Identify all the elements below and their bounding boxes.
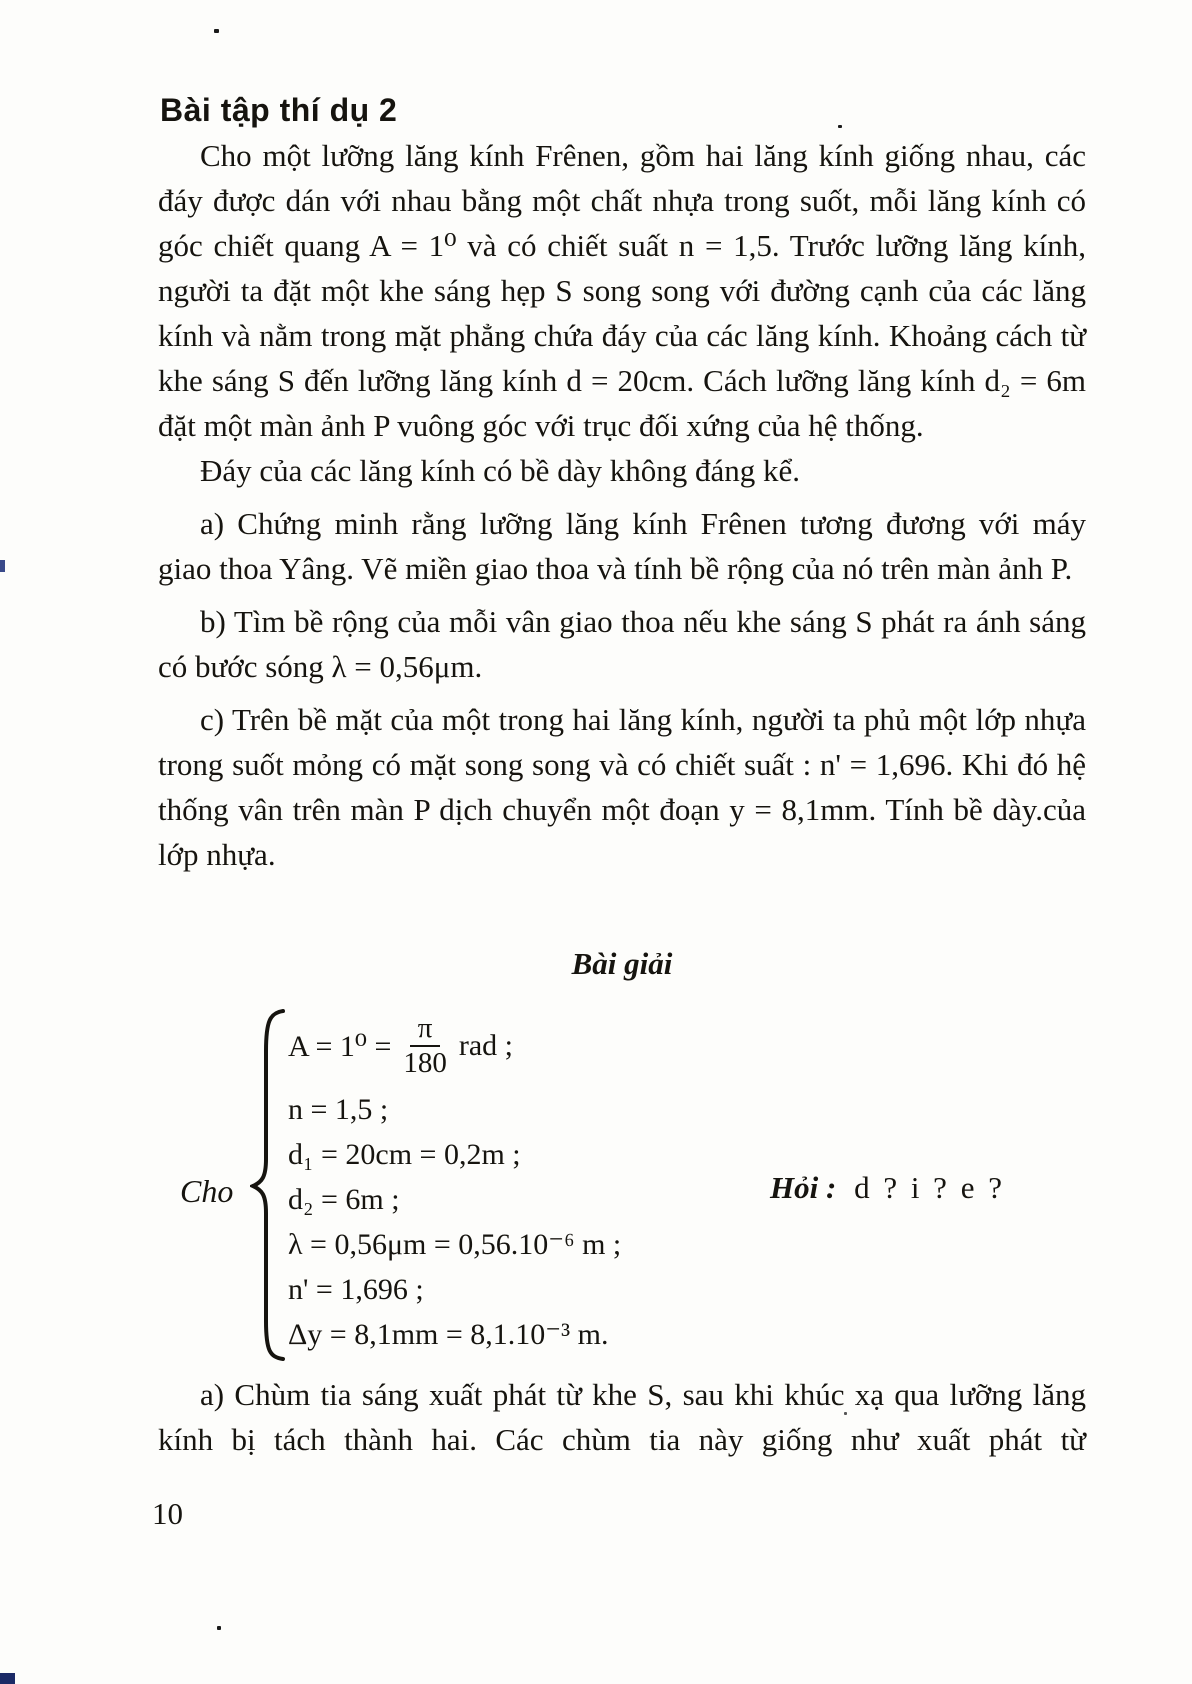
question-line [770,1170,1005,1206]
fraction-numerator: π [410,1012,441,1047]
given-item-delta-y: Δy = 8,1mm = 8,1.10⁻³ m. [288,1318,609,1351]
scan-speck [844,1412,847,1415]
given-A-prefix: A = 1⁰ = [288,1029,392,1063]
given-item-n: n = 1,5 ; [288,1093,389,1126]
question-label: Hỏi : [770,1170,837,1205]
given-item-A [288,1005,621,1087]
solution-part-a-paragraph [158,1372,1086,1462]
given-values-block [158,1005,858,1365]
given-label: Cho [180,1173,234,1209]
question-items: d ? i ? e ? [854,1170,1005,1205]
scan-speck [217,1626,221,1630]
scan-speck [838,125,842,128]
fraction-denominator: 180 [403,1047,447,1079]
solution-part-a-text: a) Chùm tia sáng xuất phát từ khe S, sau khi khúc xạ qua lưỡng lăng kính bị tách thành hai. Các chùm tia này giống như xuất phát từ [158,1377,1086,1457]
solution-heading: Bài giải [571,946,673,981]
given-item-d2: d₂ = 6m ; [288,1183,400,1216]
given-item-n-prime: n' = 1,696 ; [288,1273,424,1306]
given-item-lambda: λ = 0,56μm = 0,56.10⁻⁶ m ; [288,1228,622,1261]
problem-intro-paragraph: Cho một lưỡng lăng kính Frênen, gồm hai lăng kính giống nhau, các đáy được dán với nhau bằng một chất nhựa trong suốt, mỗi lăng kính có góc chiết quang A = 1⁰ và có chiết suất n = 1,5. Trước lưỡng lăng kính, người ta đặt một khe sáng hẹp S song song với đường cạnh của các lăng kính và nằm trong mặt phẳng chứa đáy của các lăng kính. Khoảng cách từ khe sáng S đến lưỡng lăng kính d = 20cm. Cách lưỡng lăng kính d₂ = 6m đặt một màn ảnh P vuông góc với trục đối xứng của hệ thống. [158,138,1086,443]
problem-note-paragraph: Đáy của các lăng kính có bề dày không đáng kể. [200,453,800,488]
pi-over-180-fraction [401,1012,449,1081]
problem-statement [158,133,1086,877]
problem-part-a-paragraph: a) Chứng minh rằng lưỡng lăng kính Frênen tương đương với máy giao thoa Yâng. Vẽ miền giao thoa và tính bề rộng của nó trên màn ảnh P. [158,506,1086,586]
problem-part-c-paragraph: c) Trên bề mặt của một trong hai lăng kính, người ta phủ một lớp nhựa trong suốt mỏng có mặt song song và có chiết suất : n' = 1,696. Khi đó hệ thống vân trên màn P dịch chuyển một đoạn y = 8,1mm. Tính bề dày.của lớp nhựa. [158,702,1086,872]
page-number: 10 [152,1496,183,1531]
scan-speck [214,29,219,33]
given-item-d1: d₁ = 20cm = 0,2m ; [288,1138,521,1171]
scan-edge-mark [0,560,5,572]
exercise-title: Bài tập thí dụ 2 [160,92,398,129]
problem-part-b-paragraph: b) Tìm bề rộng của mỗi vân giao thoa nếu khe sáng S phát ra ánh sáng có bước sóng λ = 0,56μm. [158,604,1086,684]
given-A-suffix: rad ; [458,1029,514,1062]
given-items-list [288,1005,621,1357]
scan-corner-mark [0,1673,15,1684]
